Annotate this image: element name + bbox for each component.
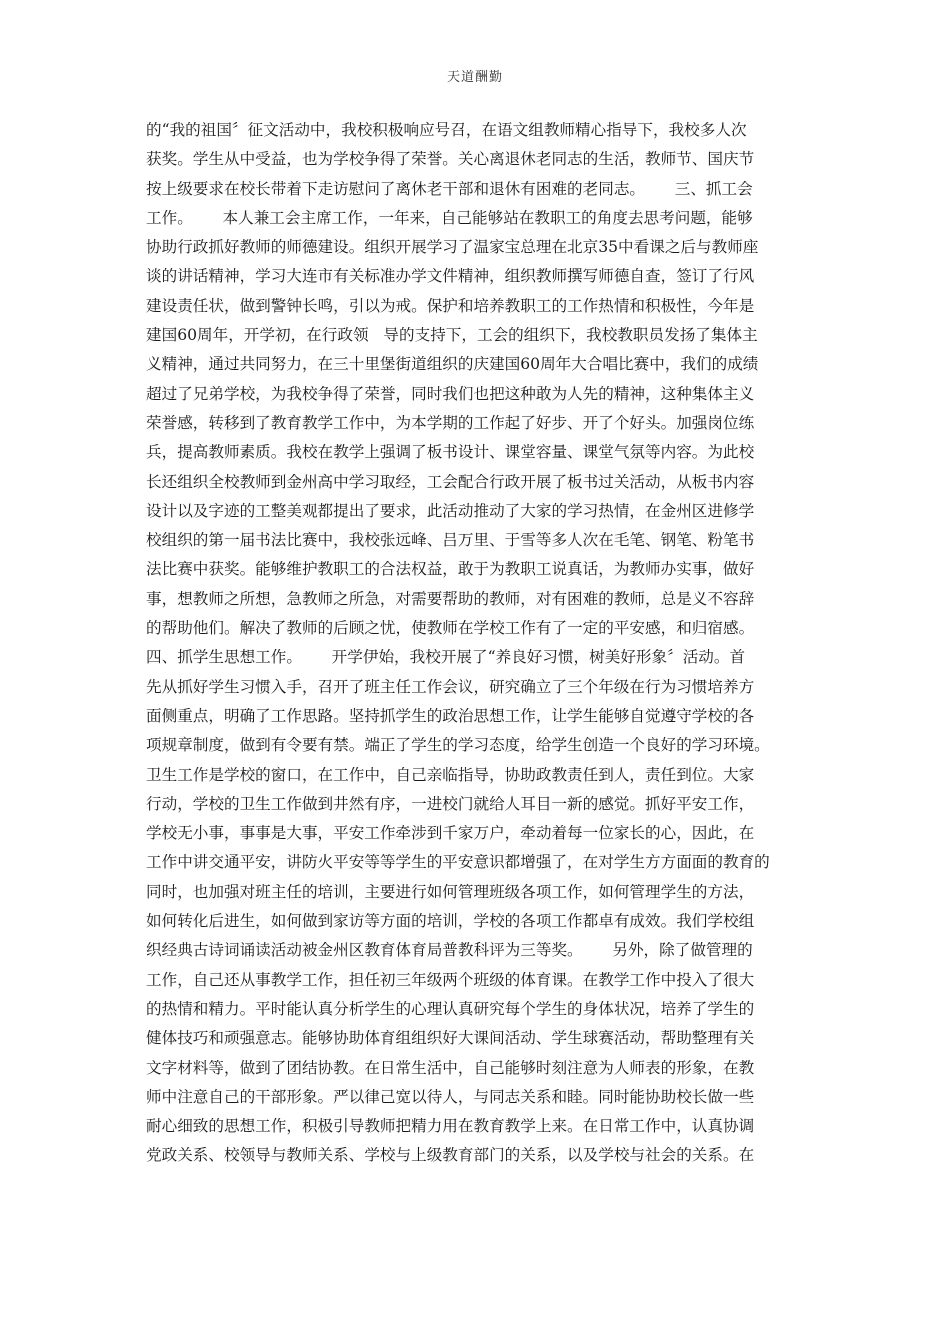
text-line: 建国60周年，开学初，在行政领 导的支持下，工会的组织下，我校教职员发扬了集体主 (146, 326, 758, 345)
text-line: 学校无小事，事事是大事，平安工作牵涉到千家万户，牵动着每一位家长的心，因此，在 (146, 824, 755, 843)
text-line: 超过了兄弟学校，为我校争得了荣誉，同时我们也把这种敢为人先的精神，这种集体主义 (146, 384, 755, 403)
text-line: 的“我的祖国〞征文活动中，我校积极响应号召，在语文组教师精心指导下，我校多人次 (146, 121, 747, 139)
text-line: 同时，也加强对班主任的培训，主要进行如何管理班级各项工作，如何管理学生的方法， (146, 882, 755, 901)
page-header: 天道酬勤 (446, 70, 503, 85)
text-line: 行动，学校的卫生工作做到井然有序，一进校门就给人耳目一新的感觉。抓好平安工作， (146, 794, 755, 813)
text-line: 如何转化后进生，如何做到家访等方面的培训，学校的各项工作都卓有成效。我们学校组 (146, 912, 755, 931)
text-line: 党政关系、校领导与教师关系、学校与上级教育部门的关系，以及学校与社会的关系。在 (146, 1146, 755, 1165)
text-line: 设计以及字迹的工整美观都提出了要求，此活动推动了大家的学习热情，在金州区进修学 (146, 501, 755, 520)
text-line: 校组织的第一届书法比赛中，我校张远峰、吕万里、于雪等多人次在毛笔、钢笔、粉笔书 (146, 531, 755, 550)
text-line: 师中注意自己的干部形象。严以律己宽以待人，与同志关系和睦。同时能协助校长做一些 (146, 1087, 755, 1106)
text-line: 项规章制度，做到有令要有禁。端正了学生的学习态度，给学生创造一个良好的学习环境。 (146, 736, 770, 755)
text-line: 长还组织全校教师到金州高中学习取经，工会配合行政开展了板书过关活动，从板书内容 (146, 472, 755, 491)
text-line: 四、抓学生思想工作。 开学伊始，我校开展了“养良好习惯，树美好形象〞活动。首 (146, 648, 746, 667)
text-line: 工作。 本人兼工会主席工作，一年来，自己能够站在教职工的角度去思考问题，能够 (146, 208, 753, 227)
text-line: 耐心细致的思想工作，积极引导教师把精力用在教育教学上来。在日常工作中，认真协调 (146, 1117, 755, 1136)
text-line: 义精神，通过共同努力，在三十里堡街道组织的庆建国60周年大合唱比赛中，我们的成绩 (146, 355, 759, 374)
text-line: 卫生工作是学校的窗口，在工作中，自己亲临指导，协助政教责任到人，责任到位。大家 (146, 765, 755, 784)
text-line: 谈的讲话精神，学习大连市有关标准办学文件精神，组织教师撰写师德自查，签订了行风 (146, 267, 755, 286)
text-line: 建设责任状，做到警钟长鸣，引以为戒。保护和培养教职工的工作热情和积极性，今年是 (146, 296, 755, 315)
text-line: 的帮助他们。解决了教师的后顾之忧，使教师在学校工作有了一定的平安感，和归宿感。 (146, 619, 755, 638)
text-line: 荣誉感，转移到了教育教学工作中，为本学期的工作起了好步、开了个好头。加强岗位练 (146, 413, 755, 432)
text-line: 事，想教师之所想，急教师之所急，对需要帮助的教师，对有困难的教师，总是义不容辞 (146, 589, 755, 608)
text-line: 面侧重点，明确了工作思路。坚持抓学生的政治思想工作，让学生能够自觉遵守学校的各 (146, 706, 755, 725)
document-body (146, 116, 810, 1171)
text-line: 先从抓好学生习惯入手，召开了班主任工作会议，研究确立了三个年级在行为习惯培养方 (146, 677, 755, 696)
text-line: 的热情和精力。平时能认真分析学生的心理认真研究每个学生的身体状况，培养了学生的 (146, 999, 755, 1018)
text-line: 健体技巧和顽强意志。能够协助体育组组织好大课间活动、学生球赛活动，帮助整理有关 (146, 1029, 755, 1048)
text-line: 协助行政抓好教师的师德建设。组织开展学习了温家宝总理在北京35中看课之后与教师座 (146, 238, 759, 257)
text-line: 法比赛中获奖。能够维护教职工的合法权益，敢于为教职工说真话，为教师办实事，做好 (146, 560, 755, 579)
text-line: 获奖。学生从中受益，也为学校争得了荣誉。关心离退休老同志的生活，教师节、国庆节 (146, 150, 755, 169)
text-line: 工作，自己还从事教学工作，担任初三年级两个班级的体育课。在教学工作中投入了很大 (146, 970, 755, 989)
text-line: 工作中讲交通平安，讲防火平安等等学生的平安意识都增强了，在对学生方方面面的教育的 (146, 853, 770, 872)
text-line: 文字材料等，做到了团结协教。在日常生活中，自己能够时刻注意为人师表的形象，在教 (146, 1058, 755, 1077)
text-line: 兵，提高教师素质。我校在教学上强调了板书设计、课堂容量、课堂气氛等内容。为此校 (146, 443, 755, 462)
text-line: 织经典古诗词诵读活动被金州区教育体育局普教科评为三等奖。 另外，除了做管理的 (146, 941, 753, 960)
text-line: 按上级要求在校长带着下走访慰问了离休老干部和退休有困难的老同志。 三、抓工会 (146, 179, 753, 198)
